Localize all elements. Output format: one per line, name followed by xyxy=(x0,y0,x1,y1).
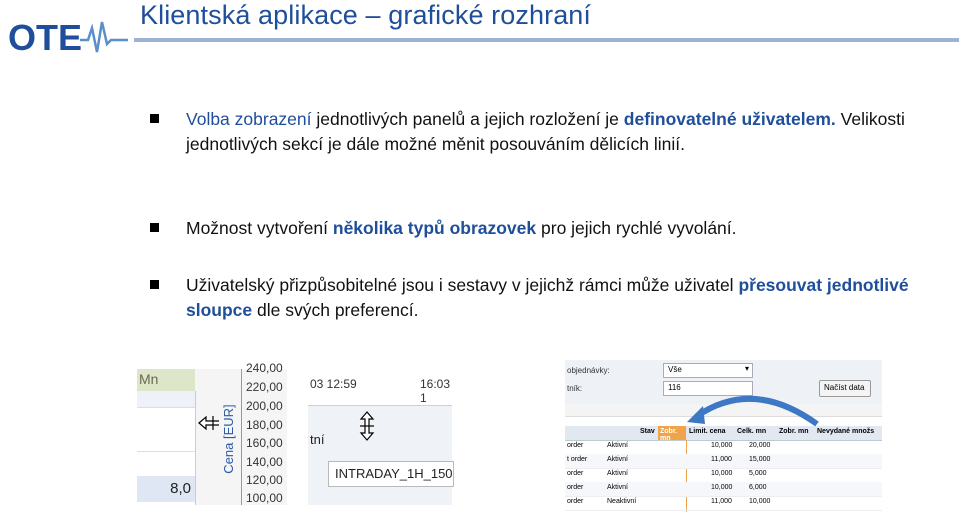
table-row[interactable]: order Aktivní 10,000 6,000 xyxy=(565,482,882,497)
y-axis-ticks: 240,00 220,00 200,00 180,00 160,00 140,00 120,00 100,00 xyxy=(241,369,288,505)
grid-cell: 8,0 xyxy=(137,476,195,502)
ote-logo xyxy=(8,14,128,58)
title-rule xyxy=(134,38,959,42)
participant-input[interactable]: 116 xyxy=(663,381,753,396)
bullet-2-highlight: několika typů obrazovek xyxy=(332,218,537,238)
grid-column xyxy=(137,391,196,505)
bullet-marker xyxy=(150,280,159,289)
dragged-column-header[interactable]: Zobr. mn xyxy=(658,426,686,440)
table-row[interactable]: order Aktivní 10,000 5,000 xyxy=(565,468,882,483)
bullet-1-text: Volba zobrazení jednotlivých panelů a jejich rozložení je definovatelné uživatelem. Velikosti jednotlivých sekcí je dále možné měnit posouváním dělicích linií. xyxy=(186,109,905,154)
svg-text:Cena [EUR]: Cena [EUR] xyxy=(221,404,236,474)
grid-header: Mn xyxy=(137,369,195,391)
table-header: Stav Zobr. mn Limit. cena Celk. mn Zobr. mn Nevydané množs xyxy=(565,426,882,441)
svg-text:OTE: OTE xyxy=(8,17,83,58)
slide-title: Klientská aplikace – grafické rozhraní xyxy=(140,0,592,30)
screenshot-chart-resize xyxy=(137,361,287,505)
resize-vertical-icon[interactable] xyxy=(358,411,376,441)
table-row[interactable]: t order Aktivní 11,000 15,000 xyxy=(565,454,882,469)
bullet-marker xyxy=(150,223,159,232)
load-data-button[interactable]: Načíst data xyxy=(819,380,871,397)
screenshot-vertical-resize: 03 12:59 16:03 1 tní INTRADAY_1H_150 xyxy=(308,369,452,505)
table-row[interactable]: order Neaktivní 11,000 10,000 xyxy=(565,496,882,511)
bullet-1-highlight: Volba zobrazení xyxy=(186,109,312,129)
move-column-arrow-icon xyxy=(683,390,823,428)
table-row[interactable]: order Aktivní 10,000 20,000 xyxy=(565,440,882,455)
bullet-2-text: Možnost vytvoření několika typů obrazovek pro jejich rychlé vyvolání. xyxy=(186,218,737,238)
chevron-down-icon: ▾ xyxy=(744,364,749,373)
bullet-3-highlight: přesouvat jednotlivé sloupce xyxy=(186,275,909,320)
report-name-field[interactable]: INTRADAY_1H_150 xyxy=(328,461,454,487)
bullet-3-text: Uživatelský přizpůsobitelné jsou i sestavy v jejichž rámci může uživatel přesouvat jednotlivé sloupce dle svých preferencí. xyxy=(186,275,909,320)
screenshot-report-table: objednávky: Vše ▾ tník: 116 Načíst data Stav Zobr. mn Limit. cena Celk. mn Zobr. mn Nevydané množs order Aktivní 10,000 20,000 t order Aktivní 11,000 15,000 order Aktivní 10,000 5,000 order Aktivní 10,000 6,000 order Neaktivní 11,000 10,000 xyxy=(565,360,882,512)
orders-select[interactable]: Vše ▾ xyxy=(663,363,753,378)
bullet-marker xyxy=(150,114,159,123)
table-body xyxy=(565,440,882,512)
